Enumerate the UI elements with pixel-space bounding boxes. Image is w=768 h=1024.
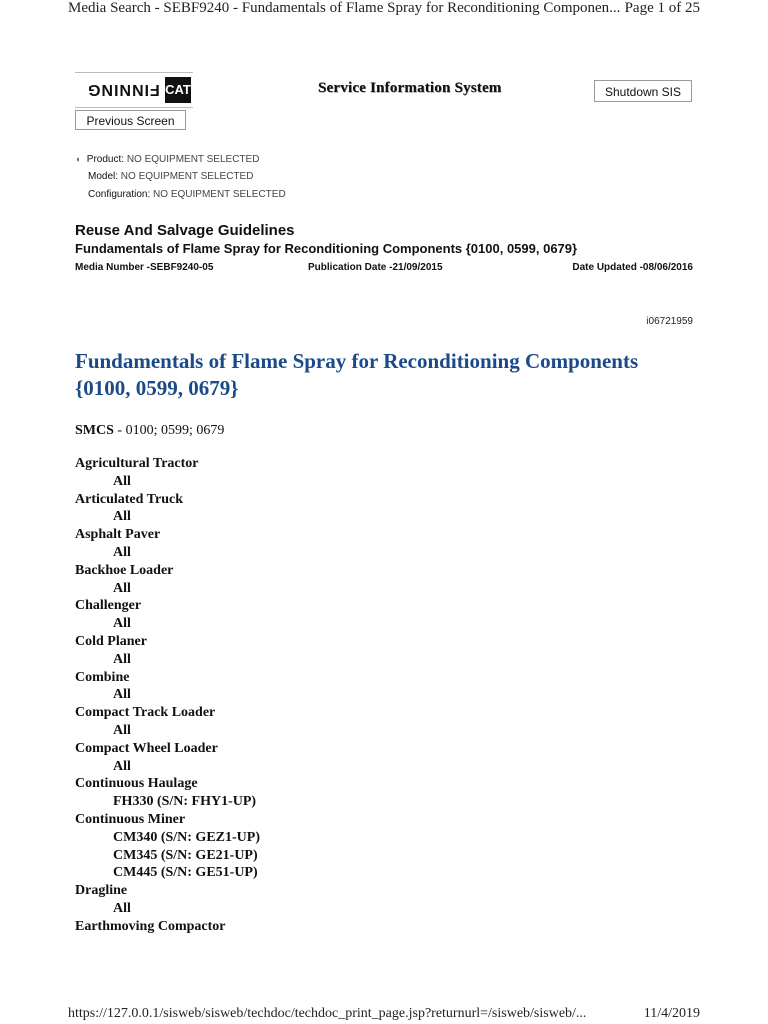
model-serial: All [113, 651, 131, 667]
model-serial: CM340 (S/N: GEZ1-UP) [113, 829, 260, 845]
model-serial: FH330 (S/N: FHY1-UP) [113, 794, 257, 810]
media-number: Media Number -SEBF9240-05 [75, 262, 214, 273]
model-serial: All [113, 544, 131, 560]
model-name: Asphalt Paver [75, 527, 161, 543]
model-serial: All [113, 722, 131, 738]
previous-screen-button[interactable]: Previous Screen [75, 110, 186, 130]
logo-wordmark: FINNING [87, 81, 160, 98]
product-row [75, 154, 259, 165]
model-list [75, 455, 260, 936]
model-name: Challenger [75, 598, 142, 614]
model-name: Earthmoving Compactor [75, 918, 226, 934]
smcs-value: - 0100; 0599; 0679 [113, 423, 225, 438]
print-footer-url: https://127.0.0.1/sisweb/sisweb/techdoc/techdoc_print_page.jsp?returnurl=/sisweb/sisweb/... [68, 1006, 587, 1021]
model-serial: CM345 (S/N: GE21-UP) [113, 847, 258, 863]
configuration-value: NO EQUIPMENT SELECTED [153, 189, 286, 200]
shutdown-button[interactable]: Shutdown SIS [594, 80, 692, 102]
print-header-page: Page 1 of 25 [624, 0, 700, 16]
model-serial: All [113, 900, 131, 916]
model-row [88, 171, 253, 182]
model-label: Model: [88, 171, 119, 182]
page-title: Fundamentals of Flame Spray for Reconditioning Components {0100, 0599, 0679} [75, 349, 639, 400]
smcs-label: SMCS [75, 423, 114, 438]
document-subtitle: Fundamentals of Flame Spray for Reconditioning Components {0100, 0599, 0679} [75, 241, 578, 256]
model-serial: CM445 (S/N: GE51-UP) [113, 865, 258, 881]
pin-icon: ◖ [75, 154, 81, 164]
brand-logo [75, 72, 193, 108]
model-name: Cold Planer [75, 633, 147, 649]
product-value: NO EQUIPMENT SELECTED [126, 154, 260, 165]
date-updated: Date Updated -08/06/2016 [572, 262, 693, 273]
model-serial: All [113, 509, 131, 525]
model-name: Compact Wheel Loader [75, 740, 218, 756]
model-name: Articulated Truck [75, 491, 183, 507]
smcs-line [75, 423, 224, 439]
product-label: Product: [86, 154, 125, 165]
model-name: Dragline [75, 883, 128, 899]
system-title: Service Information System [318, 80, 502, 96]
model-name: Continuous Miner [75, 811, 186, 827]
model-serial: All [113, 758, 131, 774]
model-name: Combine [75, 669, 130, 685]
model-serial: All [113, 580, 131, 596]
document-type: Reuse And Salvage Guidelines [75, 222, 295, 239]
model-serial: All [113, 616, 131, 632]
configuration-label: Configuration: [88, 189, 151, 200]
image-id: i06721959 [646, 316, 693, 327]
print-header-title: Media Search - SEBF9240 - Fundamentals of Flame Spray for Reconditioning Componen... [68, 0, 621, 16]
cat-logo-icon: CAT [165, 77, 191, 103]
model-value: NO EQUIPMENT SELECTED [120, 171, 254, 182]
model-name: Continuous Haulage [75, 776, 198, 792]
print-footer-date: 11/4/2019 [643, 1006, 700, 1021]
model-name: Agricultural Tractor [75, 456, 199, 471]
publication-date: Publication Date -21/09/2015 [308, 262, 443, 273]
model-name: Backhoe Loader [75, 562, 174, 578]
model-name: Compact Track Loader [75, 705, 216, 721]
model-serial: All [113, 687, 131, 703]
model-serial: All [113, 473, 131, 489]
configuration-row [88, 189, 286, 200]
